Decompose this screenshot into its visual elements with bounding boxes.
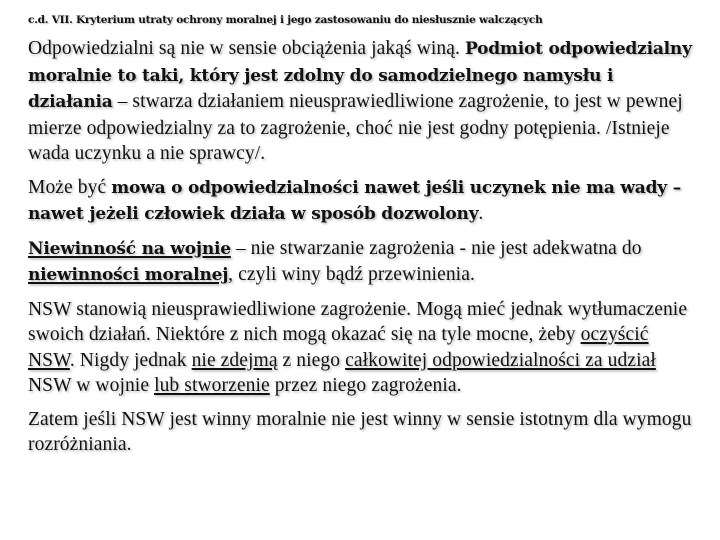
p3-bold-innocence-war: Niewinność na wojnie [28, 238, 231, 259]
p3-text-b: – nie stwarzanie zagrożenia - nie jest adekwatna do [230, 237, 642, 259]
p4-text-c: . Nigdy jednak [69, 349, 192, 371]
paragraph-conclusion [28, 407, 700, 458]
p4-text-a: NSW stanowią nieusprawiedliwione zagrożenie. Mogą mieć jednak wytłumaczenie swoich działań. Niektóre z nich mogą okazać się na tyle mocne, żeby [28, 298, 688, 345]
p2-text-a: Może być [28, 176, 112, 198]
paragraph-nsw-threat [28, 297, 700, 399]
p3-bold-moral-innocence: niewinności moralnej [28, 265, 229, 285]
p1-bold-definition: Podmiot odpowiedzialny moralnie to taki, który jest zdolny do samodzielnego namysłu i działania [28, 39, 692, 112]
p2-bold-statement: mowa o odpowiedzialności nawet jeśli uczynek nie ma wady – nawet jeżeli człowiek działa w sposób dozwolony [28, 177, 681, 224]
p3-text-d: , czyli winy bądź przewinienia. [228, 264, 475, 285]
p4-underline-full-responsibility: całkowitej odpowiedzialności za udział [345, 349, 656, 371]
p4-underline-cleanse: oczyścić NSW [28, 324, 649, 371]
paragraph-responsibility [28, 36, 700, 167]
p5-text-a: Zatem jeśli NSW jest winny moralnie nie jest winny w sensie istotnym dla wymogu rozróżniania. [28, 408, 692, 455]
p4-text-e: z niego [277, 349, 346, 371]
p4-text-g: NSW w wojnie [28, 375, 155, 396]
paragraph-permitted-action [28, 175, 700, 228]
p4-underline-creation: lub stworzenie [154, 375, 270, 396]
paragraph-innocence [28, 236, 700, 289]
slide-heading: c.d. VII. Kryterium utraty ochrony moralnej i jego zastosowaniu do niesłusznie walczących [28, 14, 543, 26]
p2-text-c: . [478, 203, 484, 224]
p1-text-c: – stwarza działaniem nieusprawiedliwione zagrożenie, to jest w pewnej mierze odpowiedzialny za to zagrożenie, choć nie jest godny potępienia. /Istnieje wada uczynku a nie sprawcy/. [28, 91, 683, 164]
p4-underline-not-remove: nie zdejmą [191, 349, 278, 371]
p4-text-i: przez niego zagrożenia. [269, 375, 462, 396]
p1-text-a: Odpowiedzialni są nie w sensie obciążenia jakąś winą. [28, 38, 465, 59]
